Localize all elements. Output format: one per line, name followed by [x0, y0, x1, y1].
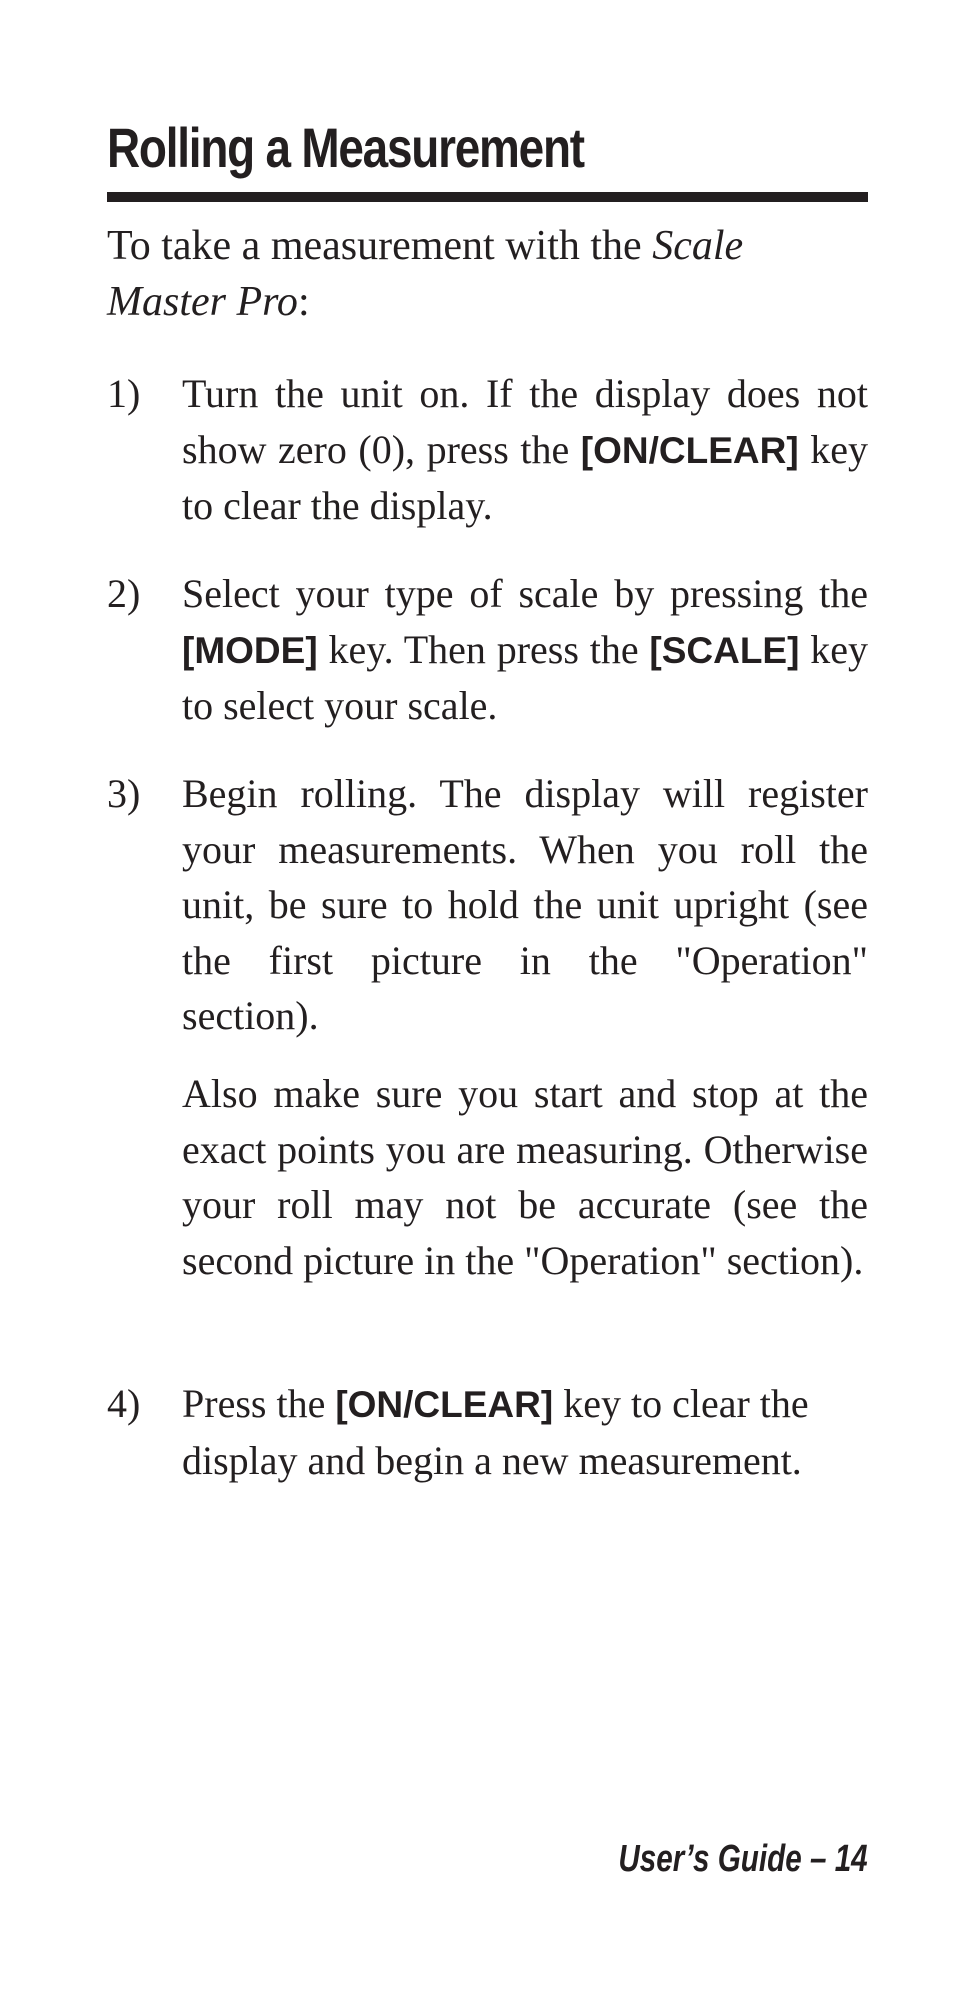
- intro-paragraph: [107, 218, 868, 330]
- step-3-note: Also make sure you start and stop at the exact points you are measuring. Otherwise your roll may not be accurate (see the second picture in the "Operation" section).: [182, 1071, 868, 1283]
- intro-end: :: [297, 279, 310, 325]
- product-name: Scale Master Pro: [107, 223, 744, 325]
- key-label-mode: [MODE]: [182, 629, 318, 671]
- step-text: [182, 1376, 868, 1488]
- step-number: 1): [107, 371, 141, 416]
- key-label-on-clear: [ON/CLEAR]: [335, 1384, 554, 1425]
- manual-page: [107, 0, 868, 2006]
- step-text-part: key. Then press the: [317, 626, 650, 672]
- step-text-part: Turn the unit on. If the display does not show zero (0), press the: [182, 371, 868, 472]
- step-text: Begin rolling. The display will register your measurements. When you roll the unit, be sure to hold the unit upright (see the first picture in the "Operation" section).: [182, 771, 868, 1038]
- title-rule: [107, 192, 868, 202]
- step-number: 2): [107, 571, 141, 616]
- step-text: [182, 366, 868, 534]
- step-text-part: Select your type of scale by pressing the: [182, 571, 868, 616]
- intro-text: To take a measurement with the: [107, 223, 653, 269]
- step-text-part: key to clear the display.: [182, 426, 868, 528]
- step-text-part: key to clear the display and begin a new measurement.: [182, 1381, 809, 1483]
- step-number: 4): [107, 1381, 141, 1426]
- step-text: [182, 566, 868, 734]
- key-label-on-clear: [ON/CLEAR]: [580, 429, 799, 471]
- page-footer: User’s Guide – 14: [618, 1838, 868, 1880]
- page-title: Rolling a Measurement: [107, 116, 584, 179]
- step-number: 3): [107, 771, 141, 816]
- step-text-part: Press the: [182, 1381, 336, 1426]
- step-text-part: key to select your scale.: [182, 626, 868, 728]
- key-label-scale: [SCALE]: [649, 629, 800, 671]
